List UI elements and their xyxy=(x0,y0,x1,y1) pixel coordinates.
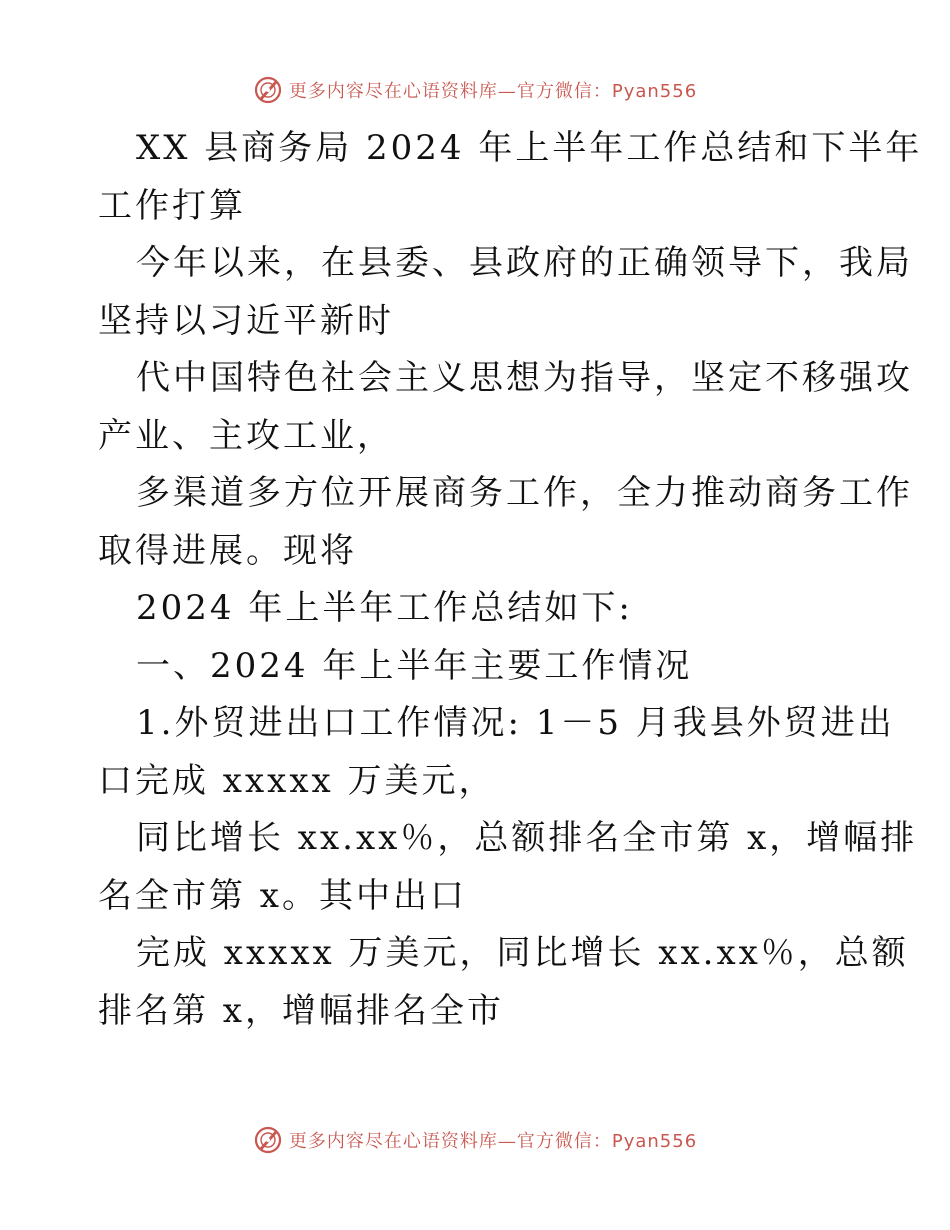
paragraph-line: 2024 年上半年工作总结如下: xyxy=(136,588,633,628)
header-banner xyxy=(0,70,950,110)
title-line-2: 工作打算 xyxy=(98,185,246,226)
quill-logo-icon xyxy=(253,75,283,105)
paragraph-line: 口完成 xxxxx 万美元， xyxy=(98,760,496,801)
paragraph-line: 排名第 x，增幅排名全市 xyxy=(98,990,504,1031)
footer-banner xyxy=(0,1120,950,1160)
paragraph-line: 今年以来，在县委、县政府的正确领导下，我局 xyxy=(136,243,913,283)
quill-logo-icon xyxy=(253,1125,283,1155)
section-heading: 一、2024 年上半年主要工作情况 xyxy=(136,645,693,686)
paragraph-line: 取得进展。现将 xyxy=(98,530,357,571)
paragraph-line: 1.外贸进出口工作情况: 1－5 月我县外贸进出 xyxy=(136,703,895,743)
paragraph-line: 完成 xxxxx 万美元，同比增长 xx.xx％，总额 xyxy=(136,933,909,973)
paragraph-line: 产业、主攻工业， xyxy=(98,415,394,456)
paragraph-line: 代中国特色社会主义思想为指导，坚定不移强攻 xyxy=(136,358,913,398)
paragraph-line: 同比增长 xx.xx％，总额排名全市第 x，增幅排 xyxy=(136,818,918,858)
paragraph-line: 多渠道多方位开展商务工作，全力推动商务工作 xyxy=(136,473,913,513)
wechat-id: Pyan556 xyxy=(611,81,698,102)
paragraph-line: 名全市第 x。其中出口 xyxy=(98,875,467,916)
title-line-1: XX 县商务局 2024 年上半年工作总结和下半年 xyxy=(136,128,923,168)
banner-text: 更多内容尽在心语资料库—官方微信：Pyan556 xyxy=(288,1131,698,1152)
document-body xyxy=(98,120,923,1040)
wechat-id: Pyan556 xyxy=(611,1131,698,1152)
banner-text: 更多内容尽在心语资料库—官方微信：Pyan556 xyxy=(288,81,698,102)
paragraph-line: 坚持以习近平新时 xyxy=(98,300,394,341)
